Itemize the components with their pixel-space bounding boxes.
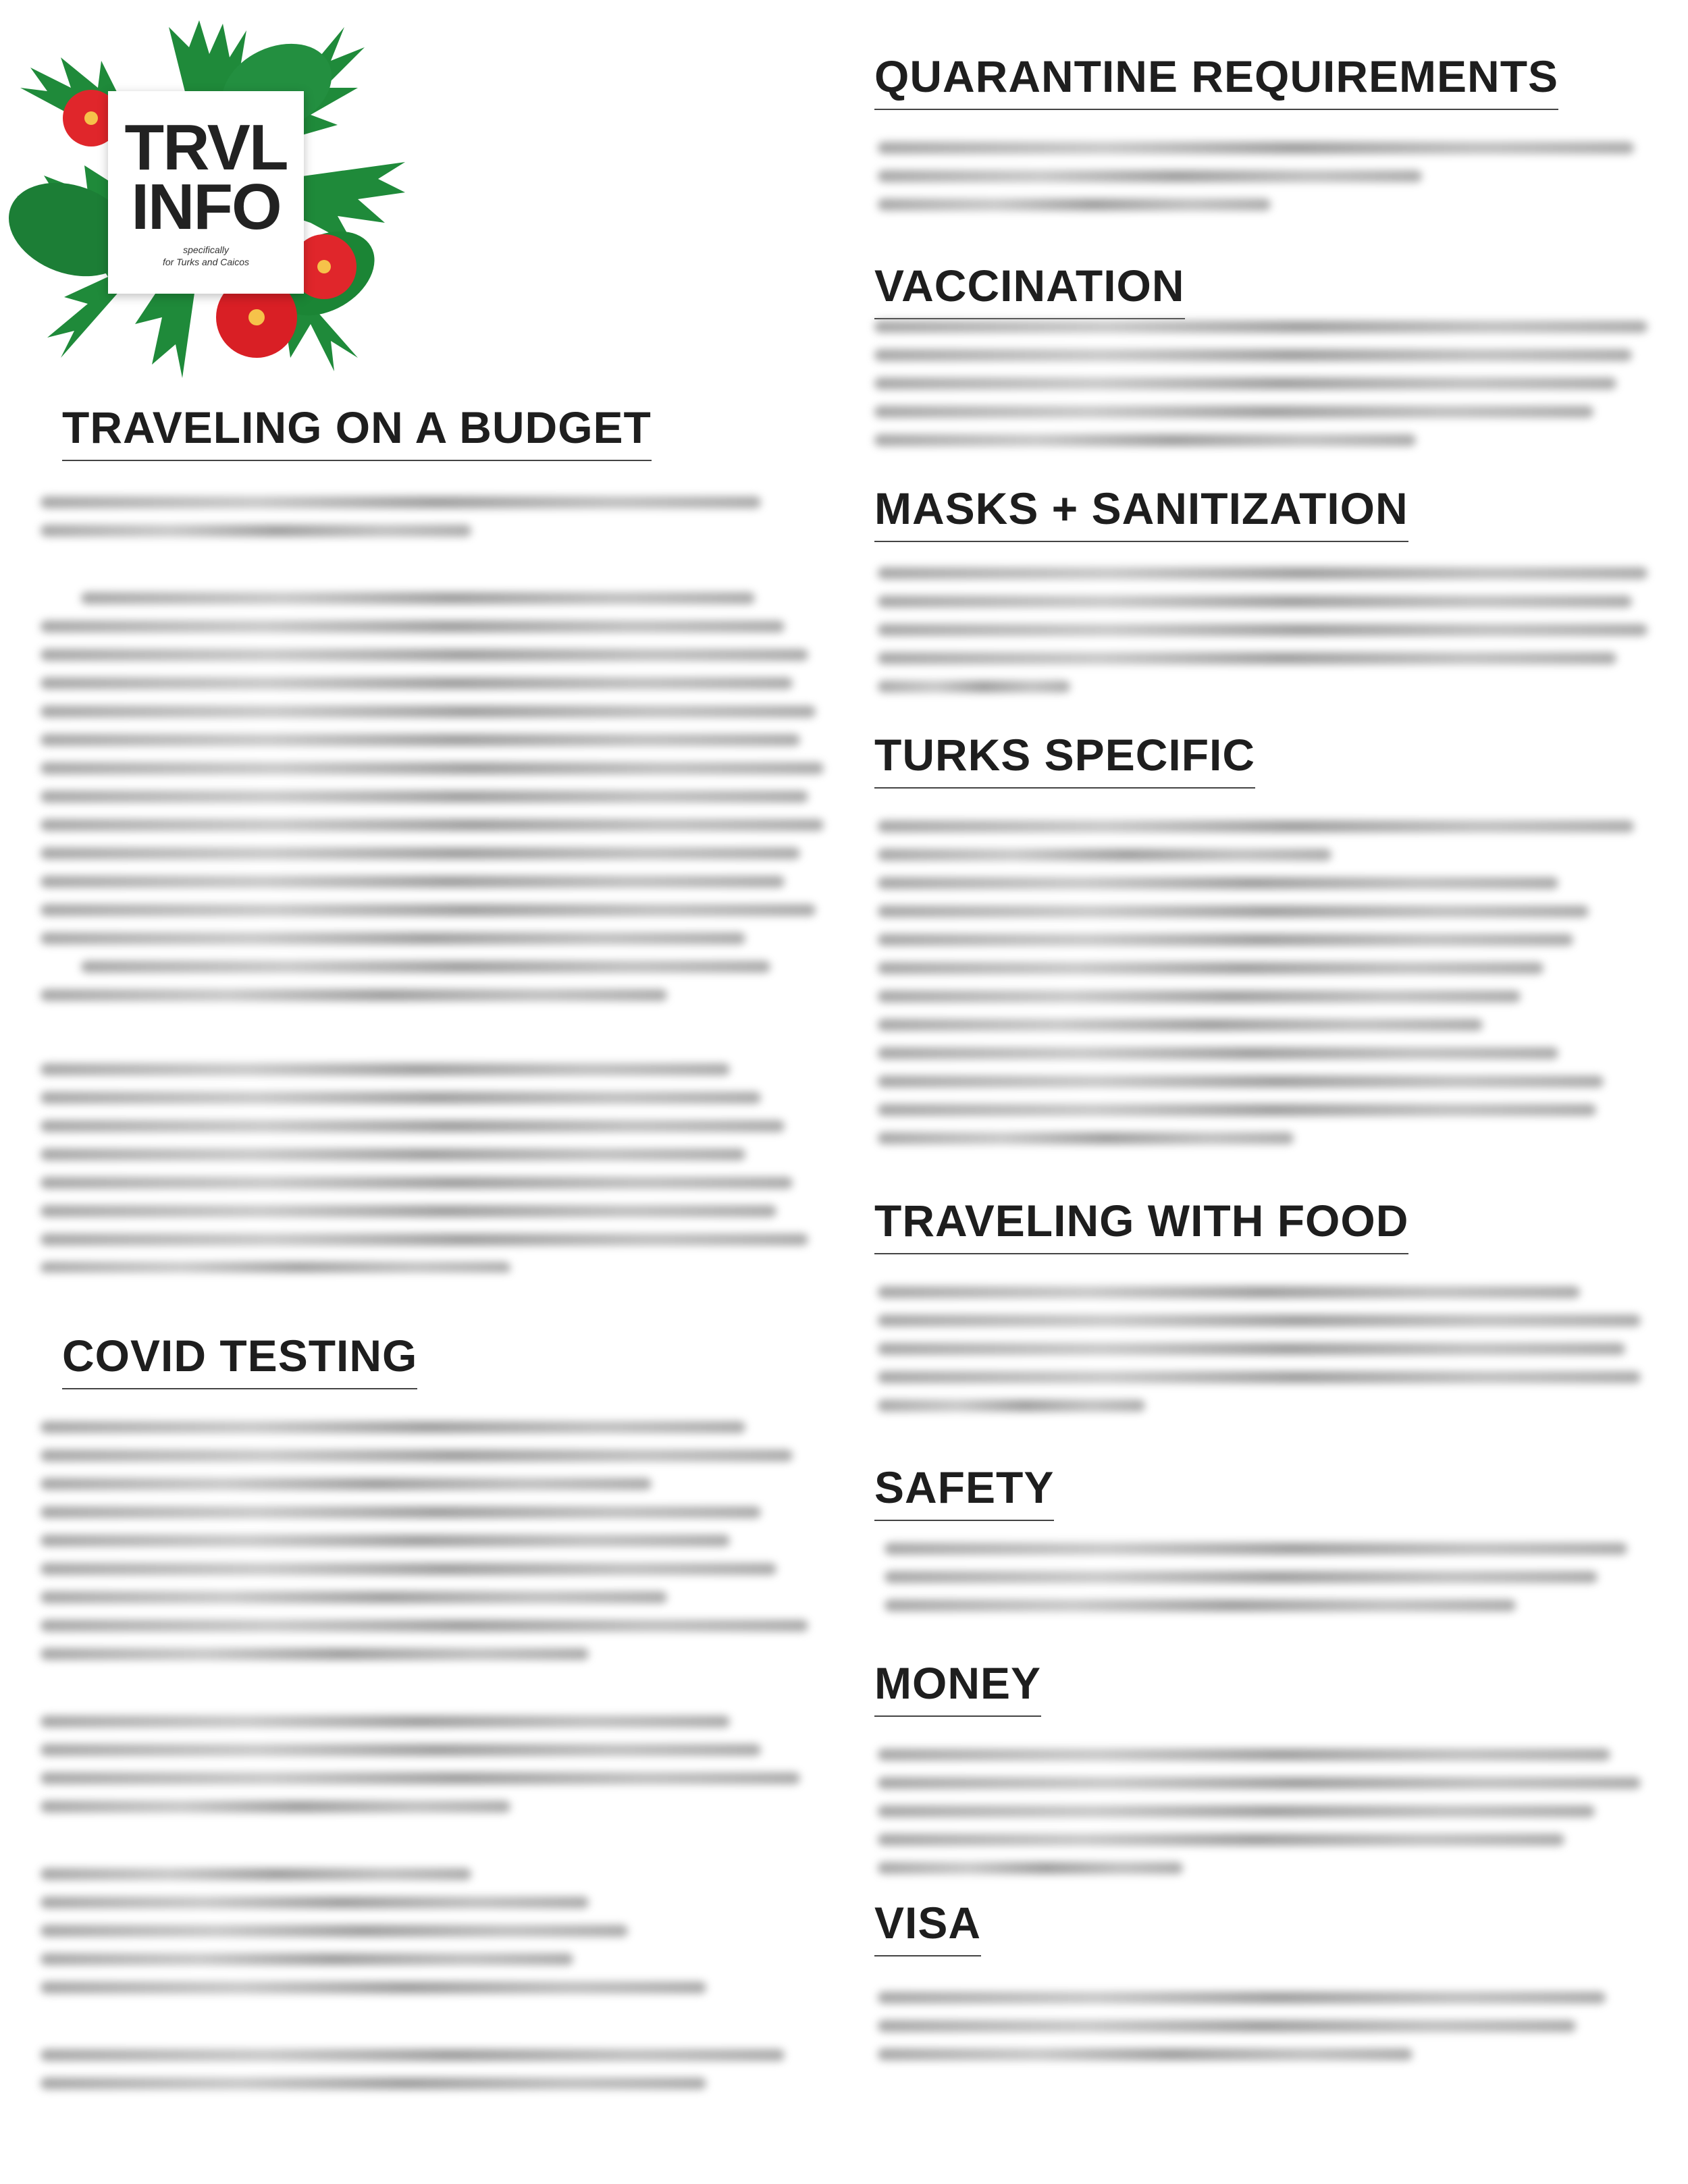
logo-line-info: INFO — [131, 171, 281, 243]
visa-body-blurred — [878, 1992, 1620, 2106]
heading-safety: SAFETY — [874, 1462, 1054, 1521]
heading-turks-specific: TURKS SPECIFIC — [874, 729, 1255, 789]
logo-subtitle-2: for Turks and Caicos — [162, 257, 250, 267]
heading-covid-testing: COVID TESTING — [62, 1330, 417, 1389]
covid-body-blurred — [41, 1421, 824, 2150]
heading-traveling-with-food: TRAVELING WITH FOOD — [874, 1195, 1408, 1254]
vaccination-body-blurred — [874, 321, 1647, 462]
turks-body-blurred — [878, 820, 1634, 1178]
safety-body-blurred — [885, 1543, 1627, 1644]
logo-card — [108, 91, 304, 294]
heading-traveling-on-a-budget: TRAVELING ON A BUDGET — [62, 402, 652, 461]
heading-vaccination: VACCINATION — [874, 260, 1185, 319]
money-body-blurred — [878, 1749, 1641, 1890]
heading-visa: VISA — [874, 1897, 981, 1956]
masks-body-blurred — [878, 567, 1647, 702]
heading-money: MONEY — [874, 1657, 1041, 1717]
logo-subtitle-1: specifically — [183, 244, 229, 255]
logo-line-trvl: TRVL — [124, 111, 288, 184]
heading-quarantine-requirements: QUARANTINE REQUIREMENTS — [874, 51, 1558, 110]
trvl-info-logo — [7, 7, 412, 385]
quarantine-body-blurred — [878, 142, 1634, 230]
budget-body-blurred — [41, 496, 824, 1273]
heading-masks-sanitization: MASKS + SANITIZATION — [874, 483, 1408, 542]
food-body-blurred — [878, 1286, 1641, 1441]
